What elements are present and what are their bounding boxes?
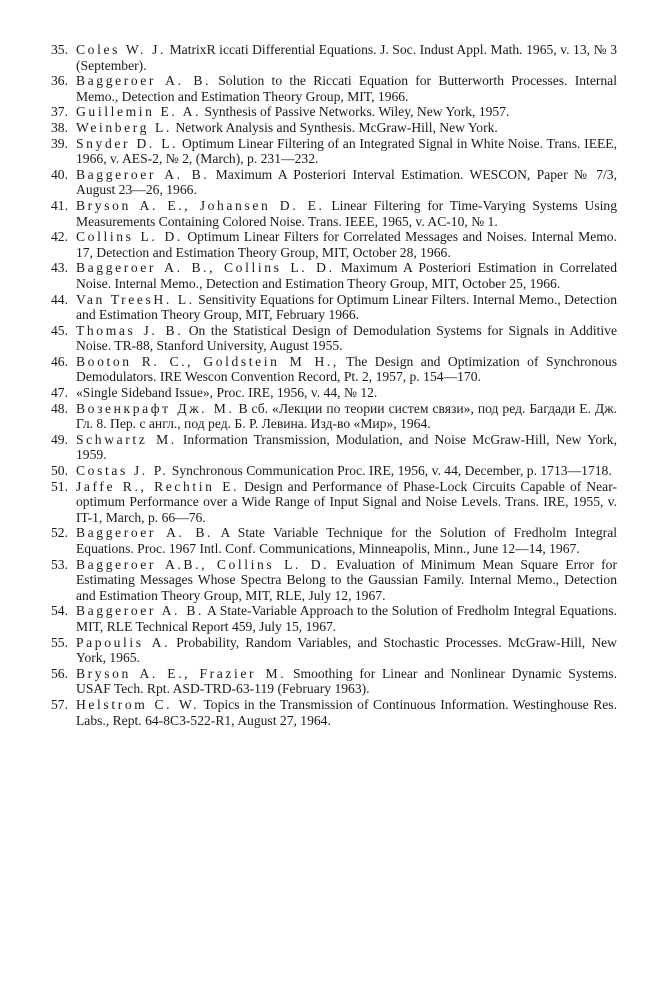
reference-text: [76, 463, 617, 479]
reference-number: 42.: [51, 229, 68, 245]
reference-details: Optimum Linear Filters for Correlated Messages and Noises. Internal Memo. 17, Detection and Estimation Theory Group, MIT, October 28, 1966.: [76, 229, 617, 260]
reference-details: В сб. «Лекции по теории систем связи», под ред. Багдади Е. Дж. Гл. 8. Пер. с англ., под ред. Б. Р. Левина. Изд-во «Мир», 1964.: [76, 400, 617, 432]
reference-details: On the Statistical Design of Demodulation Systems for Signals in Additive Noise. TR-88, Stanford University, August 1955.: [76, 322, 617, 354]
reference-details: Evaluation of Minimum Mean Square Error for Estimating Messages Whose Spectra Belong to the Gaussian Family. Internal Memo., Detection and Estimation Theory Group, MIT, RLE, July 12, 1967.: [76, 556, 617, 603]
reference-author: Guillemin E. A.: [76, 104, 202, 120]
reference-item: [51, 463, 617, 479]
reference-item: [51, 167, 617, 198]
reference-text: [76, 697, 617, 728]
reference-details: Information Transmission, Modulation, and Noise McGraw-Hill, New York, 1959.: [76, 431, 617, 463]
reference-details: Synthesis of Passive Networks. Wiley, New York, 1957.: [201, 104, 510, 120]
reference-details: Maximum A Posteriori Interval Estimation. WESCON, Paper № 7/3, August 23—26, 1966.: [76, 166, 617, 198]
reference-text: [76, 385, 617, 401]
reference-item: [51, 198, 617, 229]
reference-author: Baggeroer A. B.: [76, 73, 212, 89]
reference-number: 38.: [51, 119, 68, 135]
reference-number: 52.: [51, 525, 68, 541]
reference-details: Network Analysis and Synthesis. McGraw-Hill, New York.: [171, 119, 498, 135]
reference-author: Thomas J. B.: [76, 322, 184, 338]
reference-text: [76, 354, 617, 385]
reference-number: 48.: [51, 400, 68, 416]
reference-author: Schwartz M.: [76, 431, 177, 447]
reference-author: Bryson A. E., Frazier M.: [76, 665, 287, 681]
reference-item: [51, 697, 617, 728]
reference-details: Topics in the Transmission of Continuous Information. Westinghouse Res. Labs., Rept. 64-8C3-522-R1, August 27, 1964.: [76, 696, 617, 728]
reference-author: Papoulis A.: [76, 634, 171, 650]
reference-text: [76, 635, 617, 666]
reference-details: «Single Sideband Issue», Proc. IRE, 1956, v. 44, № 12.: [76, 385, 378, 401]
reference-number: 50.: [51, 463, 68, 479]
reference-number: 51.: [51, 478, 68, 494]
reference-text: [76, 432, 617, 463]
reference-details: Probability, Random Variables, and Stochastic Processes. McGraw-Hill, New York, 1965.: [76, 634, 617, 666]
reference-author: Baggeroer A.B., Collins L. D.: [76, 556, 330, 572]
reference-number: 45.: [51, 322, 68, 338]
reference-number: 54.: [51, 603, 68, 619]
reference-item: [51, 120, 617, 136]
reference-number: 36.: [51, 73, 68, 89]
reference-details: A State Variable Technique for the Solution of Fredholm Integral Equations. Proc. 1967 Intl. Conf. Communications, Minneapolis, Minn., June 12—14, 1967.: [76, 525, 618, 556]
reference-author: Snyder D. L.: [76, 135, 179, 151]
reference-author: Van TreesH. L.: [76, 291, 195, 307]
reference-item: [51, 479, 617, 526]
reference-author: Jaffe R., Rechtin E.: [76, 478, 240, 494]
reference-number: 46.: [51, 353, 68, 369]
reference-text: [76, 198, 617, 229]
reference-text: [76, 73, 617, 104]
reference-details: Solution to the Riccati Equation for Butterworth Processes. Internal Memo., Detection and Estimation Theory Group, MIT, 1966.: [76, 73, 617, 104]
reference-item: [51, 323, 617, 354]
reference-author: Bryson A. E., Johansen D. E.: [76, 197, 325, 213]
reference-author: Baggeroer A. B.: [76, 166, 210, 182]
reference-details: The Design and Optimization of Synchronous Demodulators. IRE Wescon Convention Record, Pt. 2, 1957, p. 154—170.: [76, 353, 617, 385]
reference-item: [51, 401, 617, 432]
reference-details: Maximum A Posteriori Estimation in Correlated Noise. Internal Memo., Detection and Estimation Theory Group, MIT, October 25, 1966.: [76, 260, 617, 291]
reference-number: 41.: [51, 197, 68, 213]
reference-text: [76, 167, 617, 198]
reference-text: [76, 229, 617, 260]
reference-item: [51, 557, 617, 604]
reference-text: [76, 120, 617, 136]
reference-author: Booton R. C., Goldstein M H.,: [76, 353, 339, 369]
reference-author: Возенкрафт Дж. М.: [76, 400, 235, 416]
reference-text: [76, 260, 617, 291]
reference-author: Costas J. P.: [76, 463, 169, 479]
reference-number: 39.: [51, 135, 68, 151]
reference-text: [76, 104, 617, 120]
reference-number: 49.: [51, 431, 68, 447]
reference-item: [51, 292, 617, 323]
reference-number: 44.: [51, 291, 68, 307]
reference-text: [76, 525, 617, 556]
reference-number: 56.: [51, 665, 68, 681]
reference-details: Smoothing for Linear and Nonlinear Dynamic Systems. USAF Tech. Rpt. ASD-TRD-63-119 (February 1963).: [76, 665, 617, 697]
reference-item: [51, 104, 617, 120]
reference-item: [51, 229, 617, 260]
reference-author: Coles W. J.: [76, 42, 167, 57]
reference-item: [51, 635, 617, 666]
reference-author: Baggeroer A. B.: [76, 603, 205, 619]
reference-details: MatrixR iccati Differential Equations. J. Soc. Indust Appl. Math. 1965, v. 13, № 3 (September).: [76, 42, 617, 73]
reference-list: [0, 42, 662, 728]
reference-text: [76, 666, 617, 697]
reference-number: 53.: [51, 556, 68, 572]
reference-number: 40.: [51, 166, 68, 182]
reference-text: [76, 401, 617, 432]
reference-author: Baggeroer A. B., Collins L. D.: [76, 260, 335, 276]
reference-text: [76, 42, 617, 73]
reference-details: Linear Filtering for Time-Varying Systems Using Measurements Containing Colored Noise. Trans. IEEE, 1965, v. AC-10, № 1.: [76, 197, 617, 229]
reference-number: 35.: [51, 42, 68, 57]
reference-item: [51, 385, 617, 401]
reference-author: Weinberg L.: [76, 119, 172, 135]
reference-author: Helstrom C. W.: [76, 696, 200, 712]
reference-item: [51, 666, 617, 697]
reference-details: Design and Performance of Phase-Lock Circuits Capable of Near-optimum Performance over a Wide Range of Input Signal and Noise Levels. Trans. IRE, 1955, v. IT-1, March, p. 66—76.: [76, 478, 617, 525]
reference-text: [76, 323, 617, 354]
reference-item: [51, 260, 617, 291]
reference-item: [51, 354, 617, 385]
reference-number: 43.: [51, 260, 68, 276]
reference-item: [51, 42, 617, 73]
reference-details: Sensitivity Equations for Optimum Linear Filters. Internal Memo., Detection and Estimation Theory Group, MIT, February 1966.: [76, 291, 618, 323]
reference-text: [76, 479, 617, 526]
reference-text: [76, 136, 617, 167]
reference-number: 55.: [51, 634, 68, 650]
reference-number: 47.: [51, 385, 68, 401]
reference-item: [51, 73, 617, 104]
reference-item: [51, 136, 617, 167]
reference-details: Synchronous Communication Proc. IRE, 1956, v. 44, December, p. 1713—1718.: [168, 463, 612, 479]
reference-number: 37.: [51, 104, 68, 120]
reference-details: A State-Variable Approach to the Solution of Fredholm Integral Equations. MIT, RLE Technical Report 459, July 15, 1967.: [76, 603, 617, 634]
reference-author: Baggeroer A. B.: [76, 525, 214, 541]
reference-number: 57.: [51, 696, 68, 712]
reference-item: [51, 525, 617, 556]
reference-text: [76, 557, 617, 604]
reference-text: [76, 603, 617, 634]
reference-details: Optimum Linear Filtering of an Integrated Signal in White Noise. Trans. IEEE, 1966, v. AES-2, № 2, (March), p. 231—232.: [76, 135, 617, 167]
reference-text: [76, 292, 617, 323]
reference-item: [51, 603, 617, 634]
reference-item: [51, 432, 617, 463]
reference-author: Collins L. D.: [76, 229, 183, 245]
